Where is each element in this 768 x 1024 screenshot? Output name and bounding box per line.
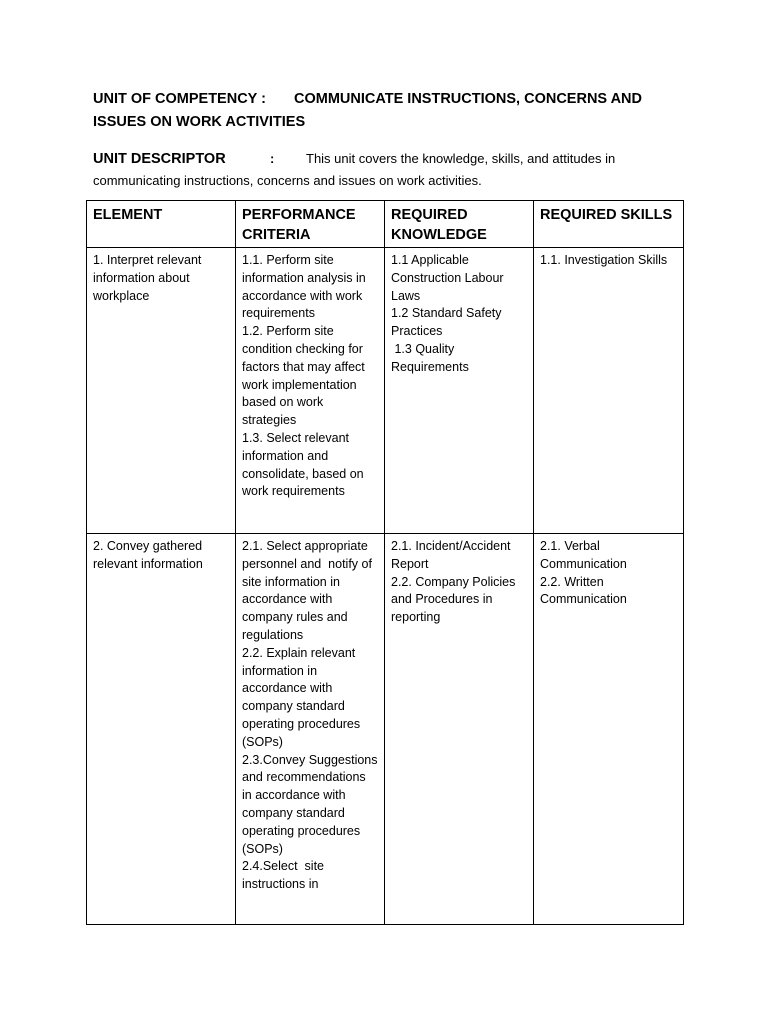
competency-table xyxy=(86,200,684,925)
skills-cell xyxy=(534,534,684,925)
header-required-skills: REQUIRED SKILLS xyxy=(534,201,684,248)
element-cell xyxy=(87,248,236,534)
knowledge-item: 1.2 Standard Safety Practices xyxy=(391,306,505,339)
unit-of-competency-label: UNIT OF COMPETENCY : xyxy=(93,91,266,107)
knowledge-item: 2.1. Incident/Accident Report xyxy=(391,539,515,571)
element-cell xyxy=(87,534,236,925)
header-required-knowledge: REQUIRED KNOWLEDGE xyxy=(385,201,534,248)
table-header-row xyxy=(87,201,684,248)
criteria-item: 2.4.Select site instructions in xyxy=(242,859,328,892)
header-element: ELEMENT xyxy=(87,201,236,248)
element-text: 2. Convey gathered relevant information xyxy=(93,539,206,571)
criteria-item: 2.3.Convey Suggestions and recommendations in accordance with company standard operating procedures (SOPs) xyxy=(242,752,381,856)
criteria-cell xyxy=(236,248,385,534)
unit-descriptor-label: UNIT DESCRIPTOR xyxy=(93,151,226,167)
criteria-item: 2.1. Select appropriate personnel and notify of site information in accordance with company rules and regulations xyxy=(242,539,376,642)
criteria-item: 1.2. Perform site condition checking for factors that may affect work implementation based on work strategies xyxy=(242,324,369,428)
unit-title-line2: ISSUES ON WORK ACTIVITIES xyxy=(93,114,306,130)
criteria-item: 1.1. Perform site information analysis in accordance with work requirements xyxy=(242,253,370,321)
unit-descriptor-colon: : xyxy=(270,151,275,166)
skills-cell xyxy=(534,248,684,534)
table-row xyxy=(87,534,684,925)
unit-descriptor xyxy=(93,148,693,192)
skills-item: 2.2. Written Communication xyxy=(540,574,627,607)
skills-item: 1.1. Investigation Skills xyxy=(540,253,668,267)
criteria-item: 1.3. Select relevant information and consolidate, based on work requirements xyxy=(242,430,371,499)
knowledge-cell xyxy=(385,534,534,925)
table-row xyxy=(87,248,684,534)
knowledge-item: 2.2. Company Policies and Procedures in reporting xyxy=(391,574,519,625)
unit-descriptor-text-line2: communicating instructions, concerns and issues on work activities. xyxy=(93,173,482,188)
element-text: 1. Interpret relevant information about workplace xyxy=(93,253,205,303)
unit-of-competency-heading xyxy=(93,88,693,134)
knowledge-item: 1.3 Quality Requirements xyxy=(391,341,469,374)
unit-title-line1: COMMUNICATE INSTRUCTIONS, CONCERNS AND xyxy=(294,91,642,107)
unit-descriptor-text-line1: This unit covers the knowledge, skills, and attitudes in xyxy=(306,151,616,166)
header-performance-criteria: PERFORMANCE CRITERIA xyxy=(236,201,385,248)
skills-item: 2.1. Verbal Communication xyxy=(540,539,627,571)
criteria-item: 2.2. Explain relevant information in accordance with company standard operating procedures (SOPs) xyxy=(242,645,364,749)
knowledge-cell xyxy=(385,248,534,534)
knowledge-item: 1.1 Applicable Construction Labour Laws xyxy=(391,253,508,303)
criteria-cell xyxy=(236,534,385,925)
